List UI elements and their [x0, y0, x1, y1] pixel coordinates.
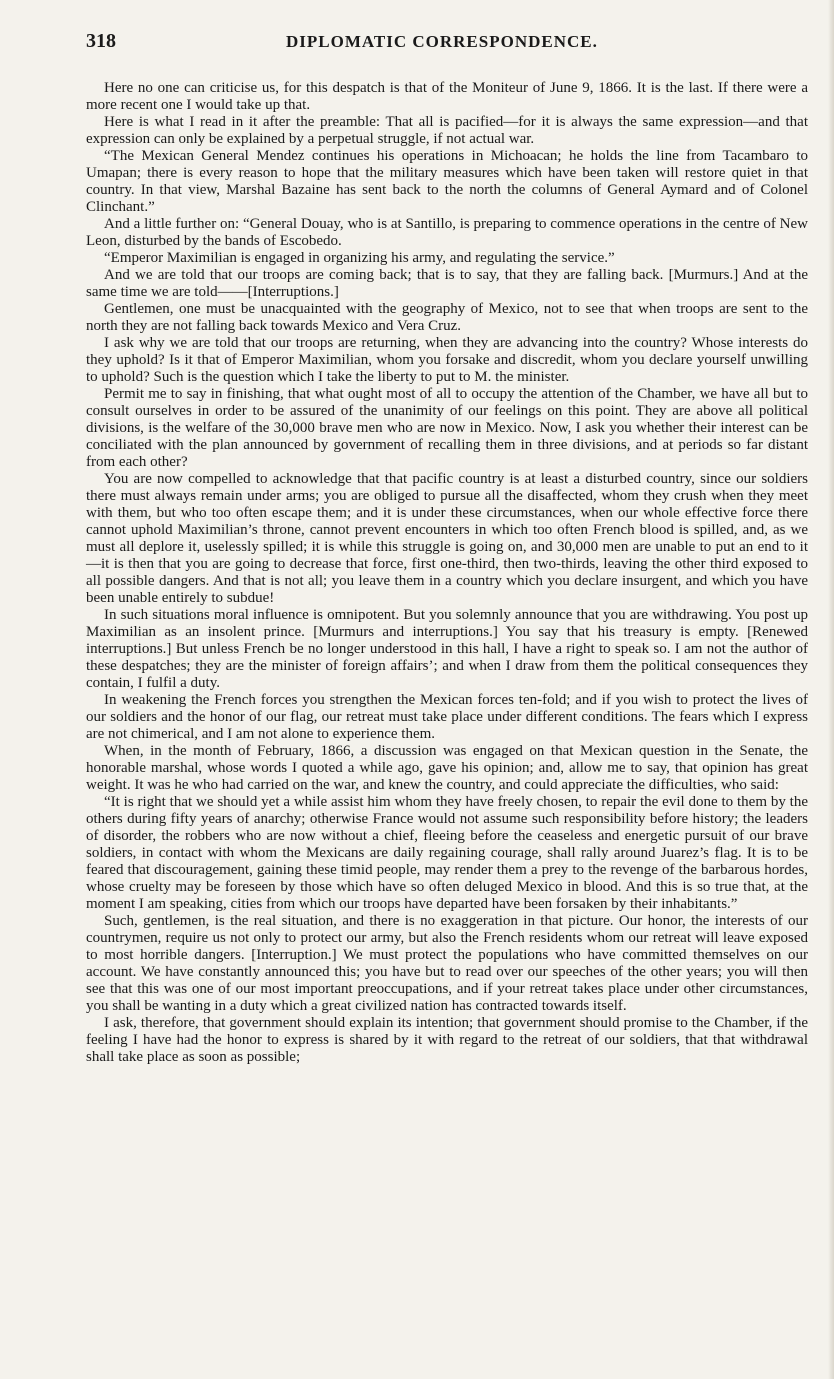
- paragraph: I ask, therefore, that government should explain its intention; that government should promise to the Chamber, if the feeling I have had the honor to express is shared by it with regard to the retreat of our soldiers, that that withdrawal shall take place as soon as possible;: [86, 1015, 808, 1065]
- paragraph: I ask why we are told that our troops are returning, when they are advancing into the country? Whose interests do they uphold? Is it that of Emperor Maximilian, whom you forsake and discredit, whom you declare yourself unwilling to uphold? Such is the question which I take the liberty to put to M. the minister.: [86, 335, 808, 385]
- paragraph: You are now compelled to acknowledge that that pacific country is at least a disturbed country, since our soldiers there must always remain under arms; you are obliged to pursue all the disaffected, whom they crush when they meet with them, but who too often escape them; and it is under these circumstances, when our whole effective force there cannot uphold Maximilian’s throne, cannot prevent encounters in which too often French blood is spilled, and, as we must all deplore it, uselessly spilled; it is while this struggle is going on, and 30,000 men are unable to put an end to it—it is then that you are going to decrease that force, first one-third, then two-thirds, leaving the other third exposed to all possible dangers. And that is not all; you leave them in a country which you declare insurgent, and which you have been unable entirely to subdue!: [86, 471, 808, 606]
- paragraph: Such, gentlemen, is the real situation, and there is no exaggeration in that picture. Our honor, the interests of our countrymen, require us not only to protect our army, but also the French residents whom our retreat will leave exposed to most horrible dangers. [Interruption.] We must protect the populations who have committed themselves on our account. We have constantly announced this; you have but to read over our speeches of the other years; you will then see that this was one of our most important preoccupations, and if your retreat takes place under other circumstances, you shall be wanting in a duty which a great civilized nation has contracted towards itself.: [86, 913, 808, 1014]
- paragraph: Gentlemen, one must be unacquainted with the geography of Mexico, not to see that when troops are sent to the north they are not falling back towards Mexico and Vera Cruz.: [86, 301, 808, 334]
- paragraph: Here is what I read in it after the preamble: That all is pacified—for it is always the same expression—and that expression can only be explained by a perpetual struggle, if not actual war.: [86, 114, 808, 147]
- paragraph: “It is right that we should yet a while assist him whom they have freely chosen, to repair the evil done to them by the others during fifty years of anarchy; otherwise France would not assume such responsibility before history; the leaders of disorder, the robbers who are now without a chief, fleeing before the ceaseless and energetic pursuit of our brave soldiers, in contact with whom the Mexicans are daily regaining courage, shall rally around Juarez’s flag. It is to be feared that discouragement, gaining these timid people, may render them a prey to the revenge of the barbarous hordes, whose cruelty may be foreseen by those which have so often deluged Mexico in blood. And this is so true that, at the moment I am speaking, cities from which our troops have departed have been forsaken by their inhabitants.”: [86, 794, 808, 912]
- paragraph: Permit me to say in finishing, that what ought most of all to occupy the attention of the Chamber, we have all but to consult ourselves in order to be assured of the unanimity of our feelings on this point. They are above all political divisions, is the welfare of the 30,000 brave men who are now in Mexico. Now, I ask you whether their interest can be conciliated with the plan announced by government of recalling them in three divisions, and at periods so far distant from each other?: [86, 386, 808, 470]
- paragraph: When, in the month of February, 1866, a discussion was engaged on that Mexican question in the Senate, the honorable marshal, whose words I quoted a while ago, gave his opinion; and, allow me to say, that opinion has great weight. It was he who had carried on the war, and knew the country, and could appreciate the difficulties, who said:: [86, 743, 808, 793]
- running-head: DIPLOMATIC CORRESPONDENCE.: [286, 32, 598, 51]
- paragraph: “The Mexican General Mendez continues his operations in Michoacan; he holds the line from Tacambaro to Umapan; there is every reason to hope that the military measures which have been taken will restore quiet in that country. In that view, Marshal Bazaine has sent back to the north the columns of General Aymard and of Colonel Clinchant.”: [86, 148, 808, 215]
- body-text: [86, 80, 808, 1066]
- paragraph: In weakening the French forces you strengthen the Mexican forces ten-fold; and if you wish to protect the lives of our soldiers and the honor of our flag, our retreat must take place under different conditions. The fears which I express are not chimerical, and I am not alone to experience them.: [86, 692, 808, 742]
- scan-edge: [828, 0, 834, 1379]
- paragraph: In such situations moral influence is omnipotent. But you solemnly announce that you are withdrawing. You post up Maximilian as an insolent prince. [Murmurs and interruptions.] You say that his treasury is empty. [Renewed interruptions.] But unless French be no longer understood in this hall, I have a right to speak so. I am not the author of these despatches; they are the minister of foreign affairs’; and when I draw from them the political consequences they contain, I fulfil a duty.: [86, 607, 808, 691]
- paragraph: Here no one can criticise us, for this despatch is that of the Moniteur of June 9, 1866. It is the last. If there were a more recent one I would take up that.: [86, 80, 808, 113]
- paragraph: And we are told that our troops are coming back; that is to say, that they are falling back. [Murmurs.] And at the same time we are told——[Interruptions.]: [86, 267, 808, 300]
- page-number: 318: [86, 30, 116, 52]
- paragraph: “Emperor Maximilian is engaged in organizing his army, and regulating the service.”: [104, 250, 615, 266]
- page-header: [86, 30, 810, 60]
- paragraph: And a little further on: “General Douay, who is at Santillo, is preparing to commence operations in the centre of New Leon, disturbed by the bands of Escobedo.: [86, 216, 808, 249]
